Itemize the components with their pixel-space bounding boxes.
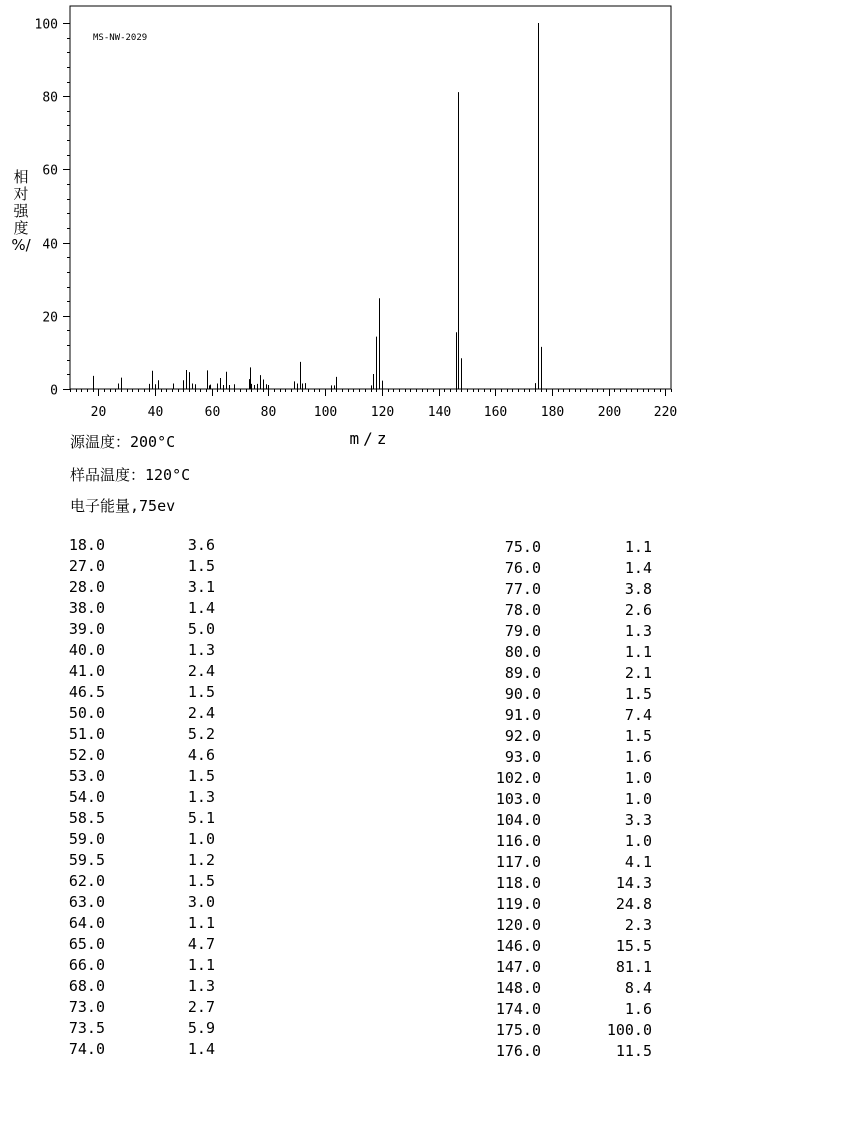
relative-intensity-value: 3.3: [624, 811, 652, 829]
plot-frame: [70, 6, 671, 389]
relative-intensity-value: 1.5: [624, 727, 652, 745]
relative-intensity-value: 1.2: [187, 851, 215, 869]
relative-intensity-value: 3.0: [187, 893, 215, 911]
chart-watermark: MS-NW-2029: [93, 33, 148, 43]
relative-intensity-value: 7.4: [624, 706, 652, 724]
mz-value: 54.0: [68, 788, 105, 806]
relative-intensity-value: 1.5: [187, 872, 215, 890]
mz-value: 147.0: [495, 958, 541, 976]
y-tick-label: 40: [42, 237, 58, 253]
mz-value: 117.0: [495, 853, 541, 871]
relative-intensity-value: 1.3: [187, 641, 215, 659]
x-tick-label: 120: [370, 405, 395, 420]
relative-intensity-value: 1.3: [624, 622, 652, 640]
relative-intensity-value: 14.3: [615, 874, 652, 892]
relative-intensity-value: 3.8: [624, 580, 652, 598]
y-axis-label: [11, 168, 31, 254]
relative-intensity-value: 100.0: [606, 1021, 652, 1039]
mz-value: 75.0: [504, 538, 541, 556]
mz-value: 38.0: [68, 599, 105, 617]
relative-intensity-value: 1.0: [624, 790, 652, 808]
mz-value: 175.0: [495, 1021, 541, 1039]
relative-intensity-value: 1.0: [624, 769, 652, 787]
electron-energy: 电子能量,75ev: [70, 497, 176, 515]
x-tick-label: 60: [204, 405, 221, 420]
relative-intensity-value: 5.1: [187, 809, 215, 827]
y-axis-label-char: 度: [13, 219, 29, 237]
y-tick-label: 60: [42, 163, 58, 179]
relative-intensity-value: 2.4: [187, 662, 215, 680]
mz-value: 74.0: [68, 1040, 105, 1058]
mz-value: 91.0: [504, 706, 541, 724]
relative-intensity-value: 1.1: [187, 956, 215, 974]
mz-value: 90.0: [504, 685, 541, 703]
x-tick-label: 200: [597, 405, 622, 420]
y-axis-label-char: %/: [11, 236, 31, 254]
mz-value: 59.5: [68, 851, 105, 869]
peak-bars: [94, 23, 542, 389]
relative-intensity-value: 1.1: [187, 914, 215, 932]
mz-value: 89.0: [504, 664, 541, 682]
mz-value: 39.0: [68, 620, 105, 638]
mz-value: 80.0: [504, 643, 541, 661]
y-axis-label-char: 对: [13, 185, 29, 203]
mass-spectrum-chart: [0, 0, 850, 460]
relative-intensity-value: 1.1: [624, 643, 652, 661]
relative-intensity-value: 5.0: [187, 620, 215, 638]
relative-intensity-value: 1.3: [187, 977, 215, 995]
relative-intensity-value: 1.4: [187, 1040, 215, 1058]
mz-value: 50.0: [68, 704, 105, 722]
y-tick-label: 80: [42, 90, 58, 106]
y-tick-label: 100: [34, 17, 58, 33]
mz-value: 118.0: [495, 874, 541, 892]
y-axis-label-char: 强: [13, 202, 29, 220]
relative-intensity-value: 4.1: [624, 853, 652, 871]
x-tick-label: 20: [90, 405, 107, 420]
relative-intensity-value: 2.6: [624, 601, 652, 619]
mz-value: 79.0: [504, 622, 541, 640]
mz-value: 40.0: [68, 641, 105, 659]
mz-value: 120.0: [495, 916, 541, 934]
mz-value: 59.0: [68, 830, 105, 848]
x-tick-label: 160: [483, 405, 508, 420]
mz-value: 46.5: [68, 683, 105, 701]
source-temperature: 源温度：200°C: [70, 433, 176, 451]
mz-value: 119.0: [495, 895, 541, 913]
mz-value: 51.0: [68, 725, 105, 743]
mz-value: 116.0: [495, 832, 541, 850]
x-tick-label: 220: [653, 405, 678, 420]
relative-intensity-value: 4.7: [187, 935, 215, 953]
relative-intensity-value: 81.1: [615, 958, 652, 976]
y-axis-label-char: 相: [13, 168, 29, 186]
x-axis-label: m/z: [349, 429, 391, 448]
relative-intensity-value: 1.0: [624, 832, 652, 850]
mz-value: 73.0: [68, 998, 105, 1016]
relative-intensity-value: 2.1: [624, 664, 652, 682]
relative-intensity-value: 3.1: [187, 578, 215, 596]
mz-value: 73.5: [68, 1019, 105, 1037]
relative-intensity-value: 2.7: [187, 998, 215, 1016]
mz-value: 62.0: [68, 872, 105, 890]
mz-value: 104.0: [495, 811, 541, 829]
relative-intensity-value: 5.9: [187, 1019, 215, 1037]
mz-value: 41.0: [68, 662, 105, 680]
relative-intensity-value: 2.4: [187, 704, 215, 722]
mz-value: 52.0: [68, 746, 105, 764]
relative-intensity-value: 1.4: [187, 599, 215, 617]
mz-value: 68.0: [68, 977, 105, 995]
mz-value: 66.0: [68, 956, 105, 974]
mz-value: 146.0: [495, 937, 541, 955]
relative-intensity-value: 1.5: [624, 685, 652, 703]
mz-value: 63.0: [68, 893, 105, 911]
relative-intensity-value: 24.8: [615, 895, 652, 913]
relative-intensity-value: 1.0: [187, 830, 215, 848]
relative-intensity-value: 4.6: [187, 746, 215, 764]
relative-intensity-value: 11.5: [615, 1042, 652, 1060]
mz-value: 65.0: [68, 935, 105, 953]
x-tick-label: 140: [427, 405, 452, 420]
y-tick-label: 20: [42, 310, 58, 326]
mz-value: 27.0: [68, 557, 105, 575]
mz-value: 28.0: [68, 578, 105, 596]
x-tick-label: 180: [540, 405, 565, 420]
relative-intensity-value: 1.6: [624, 748, 652, 766]
mz-value: 174.0: [495, 1000, 541, 1018]
mz-value: 76.0: [504, 559, 541, 577]
y-tick-label: 0: [50, 383, 58, 399]
mz-value: 58.5: [68, 809, 105, 827]
relative-intensity-value: 2.3: [624, 916, 652, 934]
mz-value: 78.0: [504, 601, 541, 619]
relative-intensity-value: 1.5: [187, 767, 215, 785]
relative-intensity-value: 1.1: [624, 538, 652, 556]
relative-intensity-value: 5.2: [187, 725, 215, 743]
mz-value: 103.0: [495, 790, 541, 808]
mz-value: 92.0: [504, 727, 541, 745]
mz-value: 53.0: [68, 767, 105, 785]
mz-value: 64.0: [68, 914, 105, 932]
relative-intensity-value: 1.5: [187, 683, 215, 701]
relative-intensity-value: 1.6: [624, 1000, 652, 1018]
mz-value: 102.0: [495, 769, 541, 787]
relative-intensity-value: 8.4: [624, 979, 652, 997]
x-tick-label: 40: [147, 405, 164, 420]
axis-ticks: [35, 18, 678, 421]
mz-value: 93.0: [504, 748, 541, 766]
sample-temperature: 样品温度：120°C: [70, 466, 191, 484]
relative-intensity-value: 1.5: [187, 557, 215, 575]
relative-intensity-value: 1.3: [187, 788, 215, 806]
relative-intensity-value: 3.6: [187, 536, 215, 554]
mz-value: 18.0: [68, 536, 105, 554]
mz-value: 176.0: [495, 1042, 541, 1060]
x-tick-label: 100: [313, 405, 338, 420]
x-tick-label: 80: [260, 405, 277, 420]
mz-value: 77.0: [504, 580, 541, 598]
relative-intensity-value: 1.4: [624, 559, 652, 577]
relative-intensity-value: 15.5: [615, 937, 652, 955]
mz-value: 148.0: [495, 979, 541, 997]
